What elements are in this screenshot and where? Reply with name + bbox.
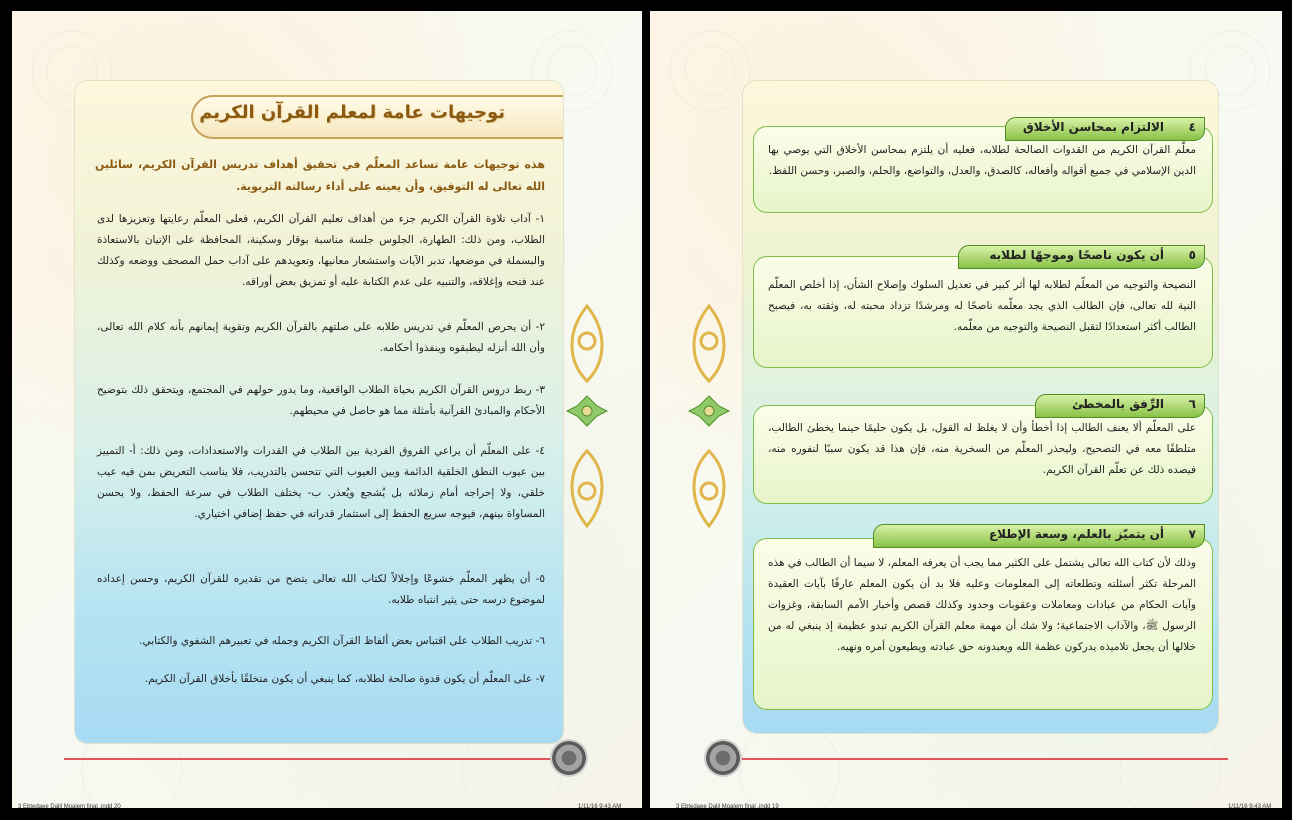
section-header-7 [873, 524, 1205, 548]
section-header-5 [958, 245, 1205, 269]
intro-text: هذه توجيهات عامة تساعد المعلّم في تحقيق أهداف تدريس القرآن الكريم، سائلين الله تعالى له التوفيق، وأن يعينه على أداء رسالته التربوية. [95, 158, 545, 193]
page-number-medallion [706, 741, 740, 775]
footer-line [64, 758, 552, 760]
content-panel [743, 81, 1218, 733]
section-text-6: على المعلّم ألا يعنف الطالب إذا أخطأ وأن لا يغلظ له القول، بل يكون حليمًا حينما يخطئ الطالب، متلطفًا معه في التصحيح، وليحذر المعلّم من السخرية منه، فإن هذا قد يكون سببًا لنفوره منه، فيصده ذلك عن تعلّم القرآن الكريم. [768, 422, 1196, 476]
page-title: توجيهات عامة لمعلم القرآن الكريم [199, 102, 505, 123]
section-title-7: أن يتميّز بالعلم، وسعة الإطلاع [988, 527, 1164, 541]
section-box-7 [753, 538, 1213, 710]
guideline-4: ٤- على المعلّم أن يراعي الفروق الفردية بين الطلاب في القدرات والاستعدادات، ومن ذلك: أ- التمييز بين عيوب النطق الخلقية الدائمة وبين العيوب التي تتحسن بالتدريب، فلا يناسب التعريض بمن فيه عيب خلقي، ولا إحراجه أمام زملائه بل يُشجع ويُعذر. ب- يختلف الطلاب في سرعة الحفظ، ولا يحسن المساواة بينهم، فيوجه سريع الحفظ إلى استثمار قدراته في حفظ إضافي اختياري. [97, 445, 545, 520]
section-text-7: وذلك لأن كتاب الله تعالى يشتمل على الكثير مما يجب أن يعرفه المعلم، لا سيما أن الطالب في هذه المرحلة تكثر أسئلته وتطلعاته إلى المعلومات وعليه فلا بد أن يكون المعلم عارفًا بآيات العقيدة وآيات الحكام من عبادات ومعاملات وعقوبات وحدود وكذلك قصص وأخبار الأمم السابقة، وغزوات الرسول ﷺ، والآداب الاجتماعية؛ ولا شك أن مهمة معلم القرآن الكريم تبدو عظيمة إذ ينبغي له من خلالها أن يجعل تلاميذه يدركون عظمة الله ويعبدونه حق عبادته ويطيعون أمره ونهيه. [768, 557, 1196, 653]
section-number-6: ٦ [1188, 397, 1196, 411]
guideline-6: ٦- تدريب الطلاب على اقتباس بعض ألفاظ القرآن الكريم وجمله في تعبيرهم الشفوي والكتابي. [139, 635, 545, 647]
footer-file-name: 3 Ebtedaee Dalil Moalem final .indd 19 [676, 804, 779, 808]
guideline-1: ١- آداب تلاوة القرآن الكريم جزء من أهداف تعليم القرآن الكريم، فعلى المعلّم رعايتها وتعزيزها لدى الطلاب، ومن ذلك: الطهارة، الجلوس جلسة مناسبة بوقار وسكينة، المحافظة على الإتيان بالاستعاذة والبسملة في موضعها، تدبر الآيات واستشعار معانيها، وتعويدهم على آداب حمل المصحف ووضعه وكذلك عند فتحه وإغلاقه، والتنبيه على عدم الكتابة عليه أو تمزيق بعض أوراقه. [97, 213, 545, 288]
section-header-6 [1035, 394, 1205, 418]
page-number-medallion [552, 741, 586, 775]
section-box-6 [753, 405, 1213, 504]
left-page [12, 11, 642, 808]
right-page [650, 11, 1282, 808]
section-number-7: ٧ [1188, 527, 1196, 541]
section-number-5: ٥ [1188, 248, 1196, 262]
guideline-2: ٢- أن يحرص المعلّم في تدريس طلابه على صلتهم بالقرآن الكريم وتقوية إيمانهم بأنه كلام الله تعالى، وأن الله أنزله ليطبقوه وينفذوا أحكامه. [97, 321, 545, 354]
section-title-5: أن يكون ناصحًا وموجهًا لطلابه [989, 248, 1164, 262]
footer-date: 1/11/16 9:43 AM [1228, 804, 1272, 808]
footer-line [742, 758, 1228, 760]
section-header-4 [1005, 117, 1205, 141]
floral-ornament [684, 301, 734, 531]
floral-ornament [562, 301, 612, 531]
section-box-5 [753, 256, 1213, 368]
section-title-6: الرِّفق بالمخطئ [1072, 397, 1164, 411]
guideline-7: ٧- على المعلّم أن يكون قدوة صالحة لطلابه، كما ينبغي أن يكون متخلقًا بأخلاق القرآن الكريم. [144, 673, 545, 685]
footer-date: 1/11/16 9:43 AM [578, 804, 622, 808]
content-panel [75, 81, 563, 743]
section-title-4: الالتزام بمحاسن الأخلاق [1022, 120, 1164, 134]
guideline-5: ٥- أن يظهر المعلّم خشوعًا وإجلالاً لكتاب الله تعالى يتضح من تقديره للقرآن الكريم، وحسن إعداده لموضوع درسه حتى يثير انتباه طلابه. [97, 573, 545, 606]
footer-file-name: 3 Ebtedaee Dalil Moalem final .indd 20 [18, 804, 121, 808]
section-number-4: ٤ [1188, 120, 1196, 134]
guideline-3: ٣- ربط دروس القرآن الكريم بحياة الطلاب الواقعية، وما يدور حولهم في المجتمع، ويتحقق ذلك بتوضيح الأحكام والمبادئ القرآنية بأمثلة مما هو حاصل في محيطهم. [97, 384, 545, 417]
title-banner [191, 95, 563, 139]
section-text-5: النصيحة والتوجيه من المعلّم لطلابه لها أثر كبير في تعديل السلوك وإصلاح الشأن، إذا أخلص المعلّم النية لله تعالى، فإن الطالب الذي يجد معلّمه ناصحًا له ومرشدًا تزداد محبته له، وثقته به، فيصبح الطالب أكثر استعدادًا لتقبل النصيحة والتوجيه من معلّمه. [768, 279, 1196, 333]
section-text-4: معلّم القرآن الكريم من القدوات الصالحة لطلابه، فعليه أن يلتزم بمحاسن الأخلاق التي يوصي بها الدين الإسلامي في جميع أقواله وأفعاله، كالصدق، والعدل، والتواضع، والحلم، والصبر، وحسن اللفظ. [768, 144, 1196, 177]
